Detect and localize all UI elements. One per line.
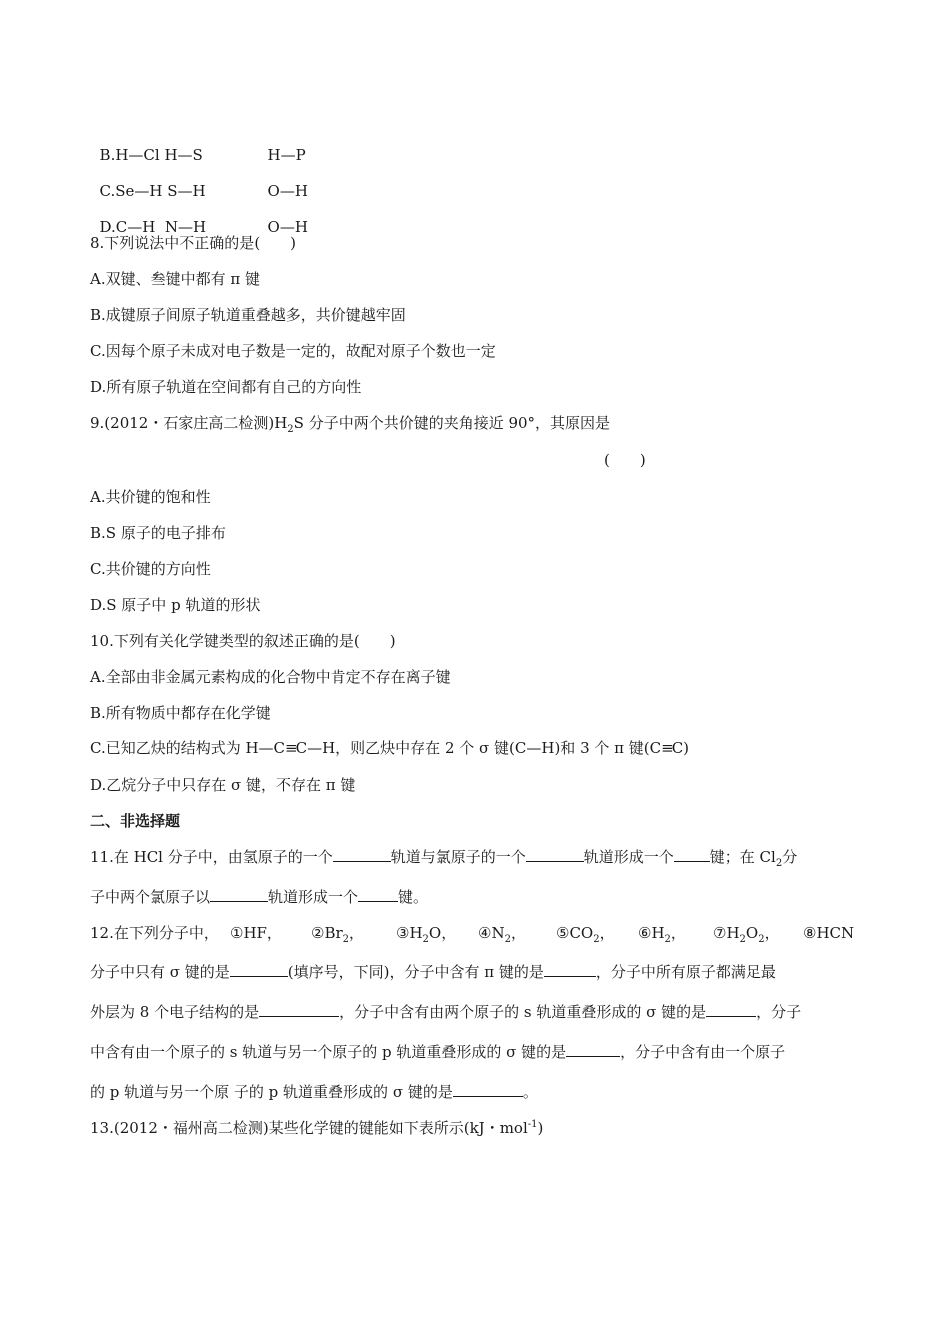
q10-option-a: A.全部由非金属元素构成的化合物中肯定不存在离子键: [90, 668, 451, 686]
q12-line5: 的 p 轨道与另一个原 子的 p 轨道重叠形成的 σ 键的是 。: [90, 1083, 538, 1101]
q10-option-d: D.乙烷分子中只存在 σ 键，不存在 π 键: [90, 776, 356, 794]
q7-option-d: D.C—H N—H O—H: [99, 218, 308, 236]
q11-line2: 子中两个氯原子以 轨道形成一个 键。: [90, 888, 429, 906]
q10-option-c: C.已知乙炔的结构式为 H—C≡C—H，则乙炔中存在 2 个 σ 键(C—H)和 3 个 π 键(C≡C): [90, 739, 690, 757]
q8-option-d: D.所有原子轨道在空间都有自己的方向性: [90, 378, 362, 396]
answer-blank[interactable]: [453, 1082, 523, 1097]
q11-line1: 11.在 HCl 分子中，由氢原子的一个 轨道与氯原子的一个 轨道形成一个 键；在 $Cl_2$分: [90, 848, 798, 869]
answer-blank[interactable]: [259, 1002, 339, 1017]
q9-option-d: D.S 原子中 p 轨道的形状: [90, 596, 261, 614]
q8-option-b: B.成键原子间原子轨道重叠越多，共价键越牢固: [90, 306, 406, 324]
q12-line4: 中含有由一个原子的 s 轨道与另一个原子的 p 轨道重叠形成的 σ 键的是 ，分子中含有由一个原子: [90, 1043, 786, 1061]
q9-option-a: A.共价键的饱和性: [90, 488, 211, 506]
q8-stem: 8.下列说法中不正确的是( ): [90, 234, 297, 252]
answer-blank[interactable]: [706, 1002, 756, 1017]
q12-molecule-1: ①HF，: [230, 924, 282, 942]
section-heading: 二、非选择题: [90, 812, 181, 830]
answer-blank[interactable]: [210, 887, 268, 902]
q9-option-c: C.共价键的方向性: [90, 560, 211, 578]
answer-blank[interactable]: [566, 1042, 620, 1057]
answer-blank[interactable]: [544, 962, 596, 977]
q12-molecule-4: $④N_2$，: [478, 924, 526, 945]
q8-option-c: C.因每个原子未成对电子数是一定的，故配对原子个数也一定: [90, 342, 496, 360]
q12-line2: 分子中只有 σ 键的是 (填序号，下同)，分子中含有 π 键的是 ，分子中所有原子都满足最: [90, 963, 776, 981]
answer-blank[interactable]: [358, 887, 398, 902]
q12-molecule-3: $③H_2O$，: [396, 924, 457, 945]
q13-stem: 13.(2012・福州高二检测)某些化学键的键能如下表所示(kJ・mol$^{-1}$): [90, 1119, 544, 1137]
q9-option-b: B.S 原子的电子排布: [90, 524, 226, 542]
q12-molecule-5: $⑤CO_2$，: [556, 924, 615, 945]
q9-answer-paren: ( ): [604, 451, 646, 469]
answer-blank[interactable]: [230, 962, 288, 977]
q10-stem: 10.下列有关化学键类型的叙述正确的是( ): [90, 632, 396, 650]
q8-option-a: A.双键、叁键中都有 π 键: [90, 270, 260, 288]
q7-option-c: C.Se—H S—H O—H: [99, 182, 308, 200]
q10-option-b: B.所有物质中都存在化学键: [90, 704, 271, 722]
q12-stem: 12.在下列分子中，: [90, 924, 219, 942]
q9-stem: 9.(2012・石家庄高二检测)$H_2S$ 分子中两个共价键的夹角接近 90°，其原因是: [90, 414, 611, 435]
answer-blank[interactable]: [674, 847, 710, 862]
q7-option-b: B.H—Cl H—S H—P: [99, 146, 306, 164]
answer-blank[interactable]: [526, 847, 584, 862]
q12-molecule-2: $②Br_2$，: [311, 924, 365, 945]
q12-molecule-7: $⑦H_2O_2$，: [713, 924, 780, 945]
q12-molecule-6: $⑥H_2$，: [638, 924, 686, 945]
q12-line3: 外层为 8 个电子结构的是 ，分子中含有由两个原子的 s 轨道重叠形成的 σ 键的是 ，分子: [90, 1003, 802, 1021]
q12-molecule-8: ⑧HCN: [803, 924, 855, 942]
answer-blank[interactable]: [333, 847, 391, 862]
